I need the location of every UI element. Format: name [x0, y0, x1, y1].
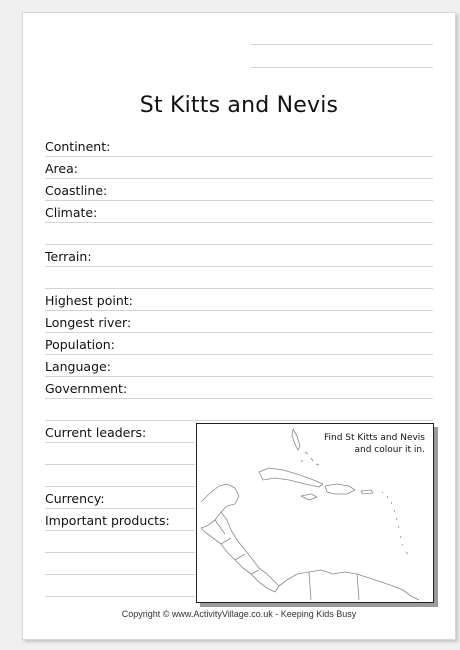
field-label: Longest river: [45, 315, 132, 330]
caribbean-map-box[interactable] [196, 423, 434, 603]
field-currency[interactable] [45, 488, 195, 509]
caribbean-map-outline[interactable] [197, 424, 433, 602]
hispaniola-outline [325, 484, 355, 494]
copyright-notice: Copyright © www.ActivityVillage.co.uk - Keeping Kids Busy [121, 609, 357, 619]
florida-outline [292, 429, 300, 450]
field-climate[interactable] [45, 202, 433, 223]
central-america-outline [201, 512, 279, 592]
field-current-leaders[interactable] [45, 422, 195, 443]
field-label: Government: [45, 381, 128, 396]
field-label: Population: [45, 337, 115, 352]
date-line[interactable] [251, 67, 433, 68]
field-label: Climate: [45, 205, 98, 220]
field-label: Current leaders: [45, 425, 147, 440]
name-line[interactable] [251, 44, 433, 45]
field-label: Currency: [45, 491, 105, 506]
south-america-borders [309, 572, 359, 600]
map-caption-line: Find St Kitts and Nevis [324, 433, 425, 443]
field-highest-point[interactable] [45, 290, 433, 311]
field-government[interactable] [45, 378, 433, 399]
field-important-products[interactable] [45, 510, 195, 531]
field-label: Area: [45, 161, 78, 176]
field-label: Terrain: [45, 249, 92, 264]
field-longest-river[interactable] [45, 312, 433, 333]
puerto-rico-outline [361, 490, 373, 494]
south-america-outline [279, 570, 419, 600]
answer-line[interactable] [45, 552, 195, 553]
field-coastline[interactable] [45, 180, 433, 201]
field-label: Continent: [45, 139, 111, 154]
worksheet-page [22, 12, 456, 640]
answer-line[interactable] [45, 596, 195, 597]
answer-line[interactable] [45, 486, 195, 487]
cuba-outline [259, 468, 323, 487]
bahamas-outline [301, 452, 319, 465]
answer-line[interactable] [45, 464, 195, 465]
field-label: Important products: [45, 513, 170, 528]
answer-line[interactable] [45, 288, 433, 289]
jamaica-outline [301, 494, 317, 500]
field-label: Coastline: [45, 183, 108, 198]
answer-line[interactable] [45, 574, 195, 575]
field-language[interactable] [45, 356, 433, 377]
field-population[interactable] [45, 334, 433, 355]
answer-line[interactable] [45, 244, 433, 245]
central-america-borders [215, 520, 259, 574]
map-caption-line: and colour it in. [354, 445, 425, 455]
answer-line[interactable] [45, 420, 433, 421]
field-label: Highest point: [45, 293, 133, 308]
field-terrain[interactable] [45, 246, 433, 267]
field-area[interactable] [45, 158, 433, 179]
lesser-antilles-outline [382, 492, 408, 554]
field-continent[interactable] [45, 136, 433, 157]
page-title: St Kitts and Nevis [139, 93, 339, 118]
field-label: Language: [45, 359, 111, 374]
mexico-outline [201, 484, 239, 528]
